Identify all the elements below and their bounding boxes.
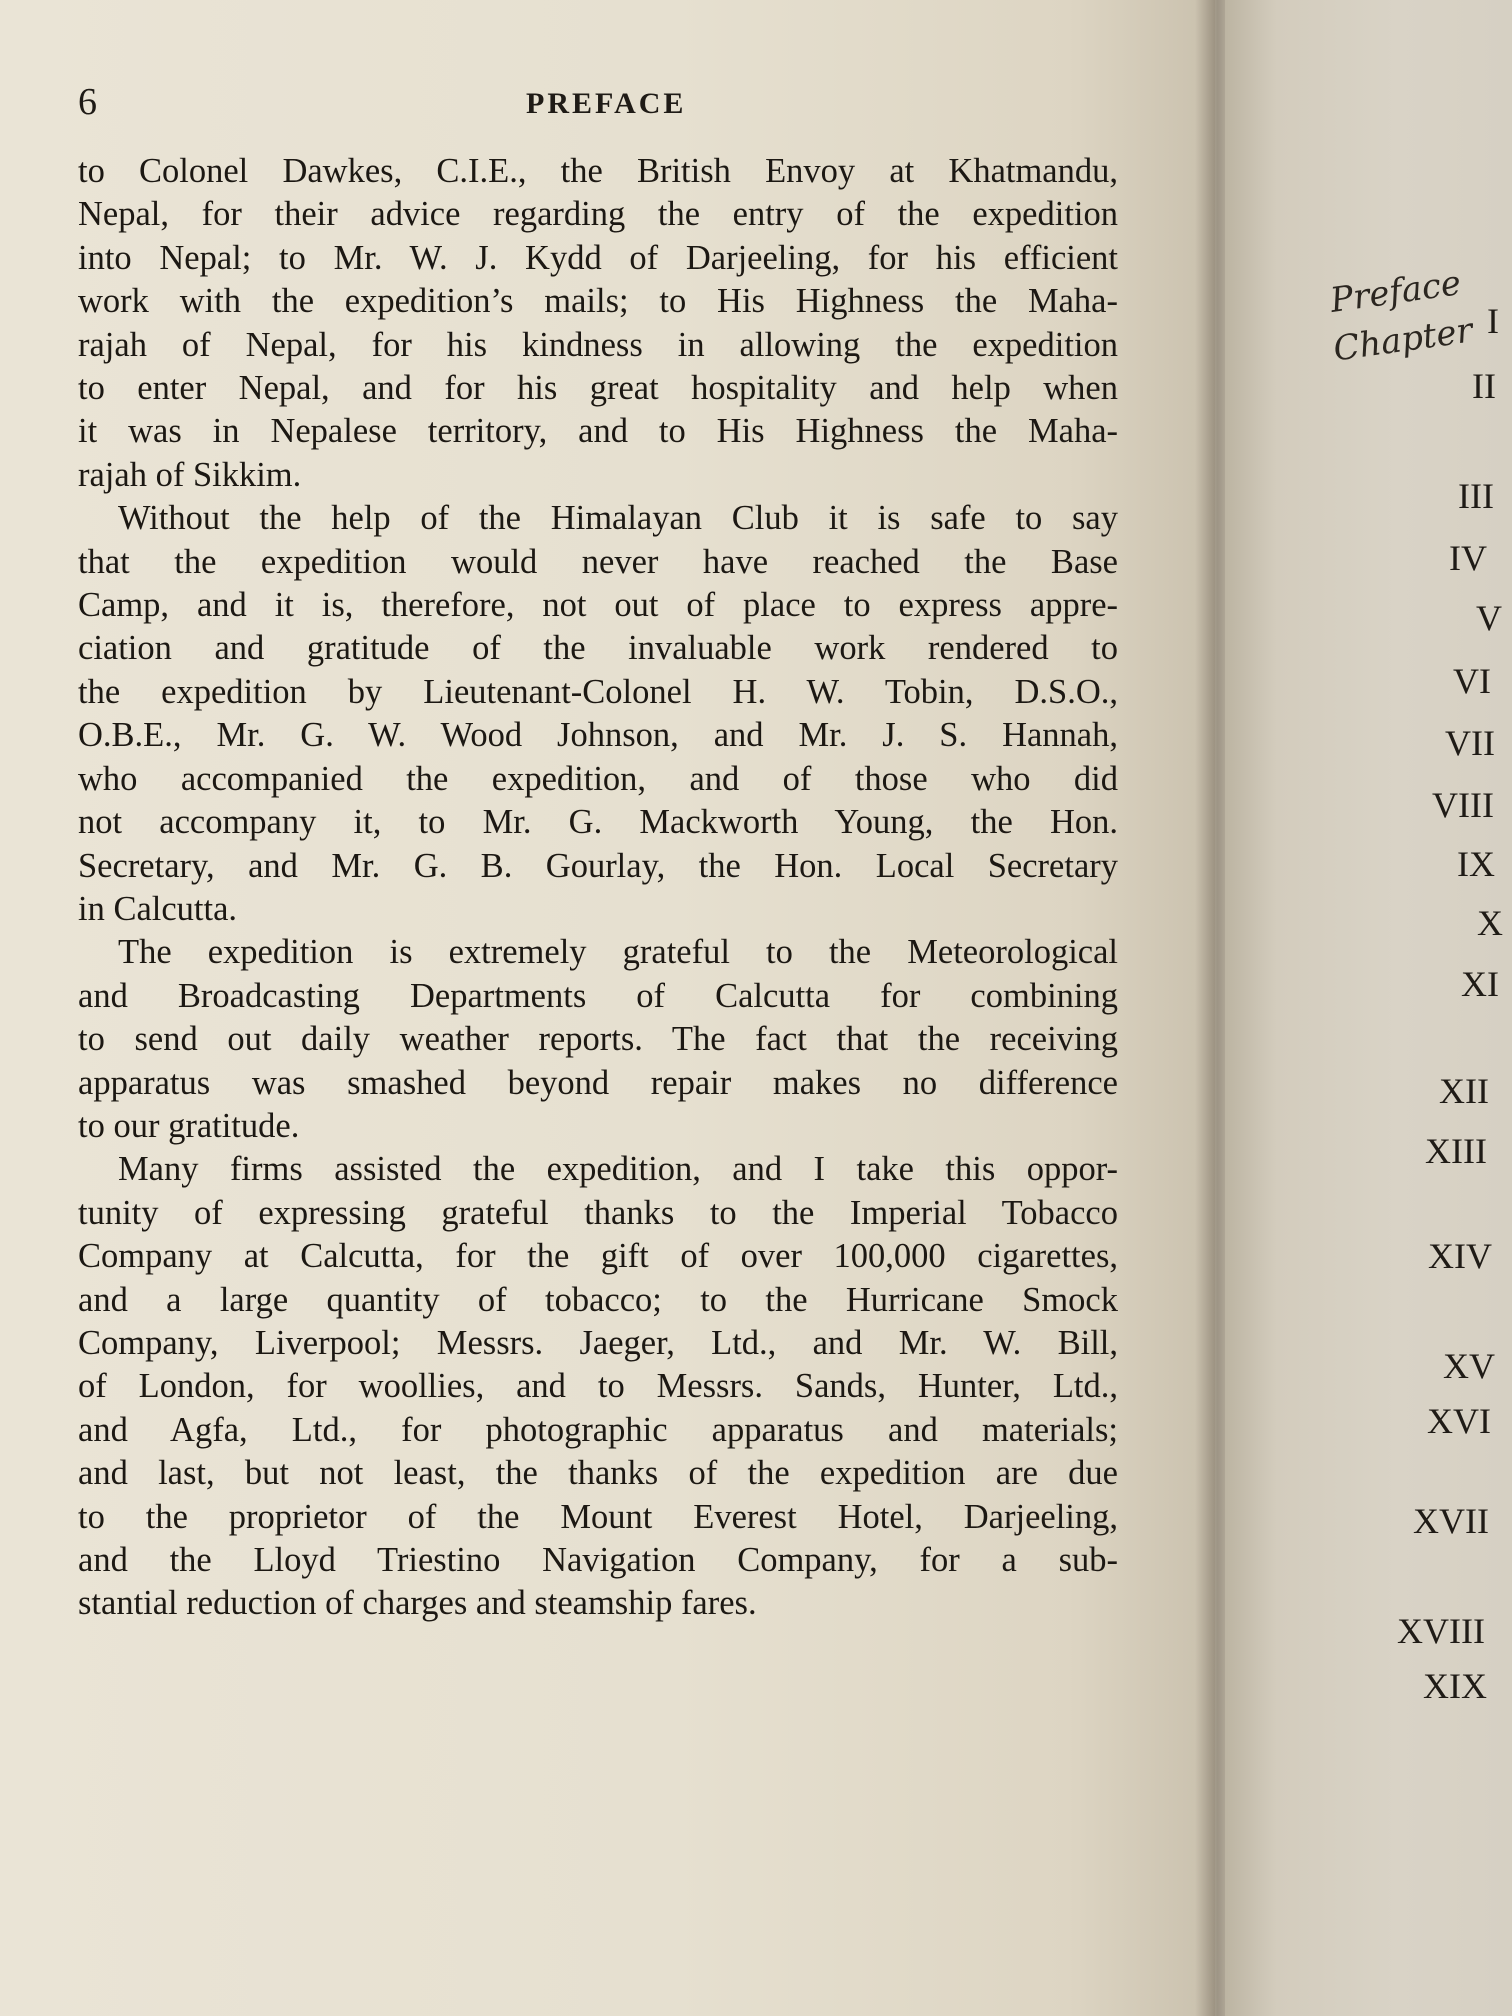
text-line: to our gratitude. <box>78 1106 300 1145</box>
paragraph <box>78 150 1118 497</box>
text-line: to Colonel Dawkes, C.I.E., the British Envoy at Khatmandu, <box>78 152 1118 190</box>
text-line: to enter Nepal, and for his great hospitality and help when <box>78 369 1118 408</box>
paragraph <box>78 931 1118 1148</box>
text-line: into Nepal; to Mr. W. J. Kydd of Darjeeling, for his efficient <box>78 238 1118 277</box>
chapter-numeral: XVIII <box>1397 1611 1485 1651</box>
chapter-numeral: IX <box>1457 844 1495 884</box>
running-head-title: PREFACE <box>526 87 687 120</box>
text-line: that the expedition would never have reached the Base <box>78 542 1118 581</box>
chapter-numeral: XVII <box>1413 1501 1489 1541</box>
text-line: The expedition is extremely grateful to the Meteorological <box>118 933 1118 972</box>
contents-chapter-label: Chapter <box>1330 310 1476 370</box>
text-line: and the Lloyd Triestino Navigation Company, for a sub- <box>78 1541 1118 1579</box>
text-line: Company, Liverpool; Messrs. Jaeger, Ltd., and Mr. W. Bill, <box>78 1323 1118 1362</box>
text-line: Secretary, and Mr. G. B. Gourlay, the Hon. Local Secretary <box>78 846 1118 885</box>
text-line: the expedition by Lieutenant-Colonel H. W. Tobin, D.S.O., <box>78 672 1118 711</box>
chapter-numeral: II <box>1472 366 1496 406</box>
text-line: apparatus was smashed beyond repair makes no difference <box>78 1063 1118 1102</box>
text-line: Camp, and it is, therefore, not out of place to express appre- <box>78 586 1118 625</box>
text-line: tunity of expressing grateful thanks to the Imperial Tobacco <box>78 1193 1118 1232</box>
text-line: ciation and gratitude of the invaluable work rendered to <box>78 629 1118 668</box>
chapter-numeral: XII <box>1439 1071 1489 1111</box>
page-number: 6 <box>78 81 97 123</box>
chapter-numeral: X <box>1477 903 1503 943</box>
chapter-numeral: XV <box>1443 1346 1495 1386</box>
chapter-numeral: IV <box>1449 538 1487 578</box>
chapter-numeral: XIX <box>1423 1666 1487 1706</box>
contents-preface-label: Preface <box>1327 263 1464 321</box>
chapter-numeral: VI <box>1453 661 1491 701</box>
chapter-numeral: XIII <box>1425 1131 1487 1171</box>
text-line: stantial reduction of charges and steamship fares. <box>78 1584 757 1623</box>
chapter-numeral: V <box>1476 598 1502 638</box>
text-line: and Broadcasting Departments of Calcutta for combining <box>78 976 1118 1015</box>
text-line: of London, for woollies, and to Messrs. Sands, Hunter, Ltd., <box>78 1367 1118 1406</box>
chapter-numeral: VII <box>1445 723 1495 763</box>
paragraph <box>78 1148 1118 1625</box>
text-line: O.B.E., Mr. G. W. Wood Johnson, and Mr. J. S. Hannah, <box>78 716 1118 755</box>
chapter-numeral: XIV <box>1428 1236 1492 1276</box>
text-line: Nepal, for their advice regarding the entry of the expedition <box>78 195 1118 234</box>
text-line: who accompanied the expedition, and of those who did <box>78 759 1118 798</box>
text-line: work with the expedition’s mails; to His Highness the Maha- <box>78 282 1118 321</box>
text-line: to the proprietor of the Mount Everest Hotel, Darjeeling, <box>78 1497 1118 1536</box>
text-line: and last, but not least, the thanks of the expedition are due <box>78 1454 1118 1493</box>
running-head <box>78 80 1118 130</box>
text-line: and Agfa, Ltd., for photographic apparatus and materials; <box>78 1410 1118 1449</box>
chapter-numeral: XI <box>1461 964 1499 1004</box>
chapter-numeral: III <box>1458 476 1494 516</box>
paragraph <box>78 497 1118 931</box>
chapter-numeral: VIII <box>1432 785 1494 825</box>
chapter-numeral: XVI <box>1427 1401 1491 1441</box>
text-line: to send out daily weather reports. The fact that the receiving <box>78 1020 1118 1059</box>
text-line: rajah of Nepal, for his kindness in allowing the expedition <box>78 325 1118 364</box>
preface-body <box>78 150 1118 1626</box>
text-line: it was in Nepalese territory, and to His Highness the Maha- <box>78 412 1118 451</box>
chapter-numeral: I <box>1487 301 1499 341</box>
text-line: rajah of Sikkim. <box>78 455 302 494</box>
text-line: not accompany it, to Mr. G. Mackworth Young, the Hon. <box>78 803 1118 842</box>
text-line: and a large quantity of tobacco; to the Hurricane Smock <box>78 1280 1118 1319</box>
text-line: Company at Calcutta, for the gift of over 100,000 cigarettes, <box>78 1237 1118 1276</box>
text-line: Many firms assisted the expedition, and I take this oppor- <box>118 1150 1118 1189</box>
text-line: in Calcutta. <box>78 889 238 928</box>
right-page-contents <box>1225 0 1512 2016</box>
text-line: Without the help of the Himalayan Club it is safe to say <box>118 499 1118 538</box>
